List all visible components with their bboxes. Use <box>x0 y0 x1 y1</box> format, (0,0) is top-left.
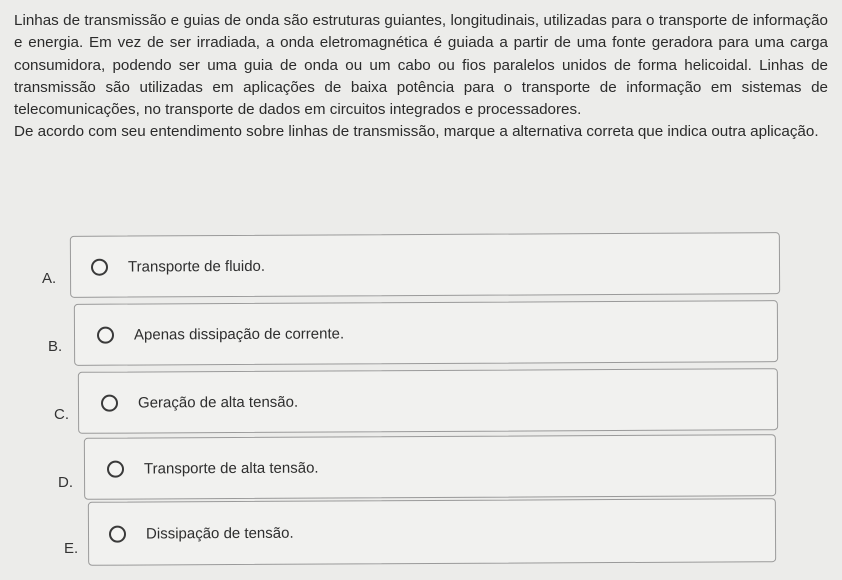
option-box[interactable] <box>88 498 776 566</box>
option-label: Transporte de alta tensão. <box>143 459 319 477</box>
option-label: Dissipação de tensão. <box>145 524 294 542</box>
option-letter: A. <box>42 270 57 287</box>
radio-button-icon[interactable] <box>97 326 114 343</box>
radio-button-icon[interactable] <box>101 394 118 411</box>
option-box[interactable] <box>78 368 778 434</box>
option-letter: C. <box>54 406 69 423</box>
option-box[interactable] <box>74 300 778 366</box>
radio-button-icon[interactable] <box>91 258 108 275</box>
option-label: Apenas dissipação de corrente. <box>133 324 345 344</box>
option-letter: E. <box>64 540 79 557</box>
option-label: Geração de alta tensão. <box>137 393 299 412</box>
option-box[interactable] <box>84 434 776 500</box>
option-letter: D. <box>58 474 73 491</box>
option-box[interactable] <box>70 232 780 298</box>
question-text <box>14 10 828 144</box>
radio-button-icon[interactable] <box>107 460 124 477</box>
radio-button-icon[interactable] <box>109 525 126 542</box>
option-label: Transporte de fluido. <box>127 257 266 276</box>
question-paragraph: Linhas de transmissão e guias de onda são estruturas guiantes, longitudinais, utilizadas para o transporte de informação e energia. Em vez de ser irradiada, a onda eletromagnética é guiada a partir de uma fonte geradora para uma carga consumidora, podendo ser uma guia de onda ou um cabo ou fios paralelos unidos de forma helicoidal. Linhas de transmissão são utilizadas em aplicações de baixa potência para o transporte de informação em sistemas de telecomunicações, no transporte de dados em circuitos integrados e processadores. <box>14 12 828 119</box>
question-prompt: De acordo com seu entendimento sobre linhas de transmissão, marque a alternativa correta que indica outra aplicação. <box>14 123 819 141</box>
option-letter: B. <box>48 338 63 355</box>
